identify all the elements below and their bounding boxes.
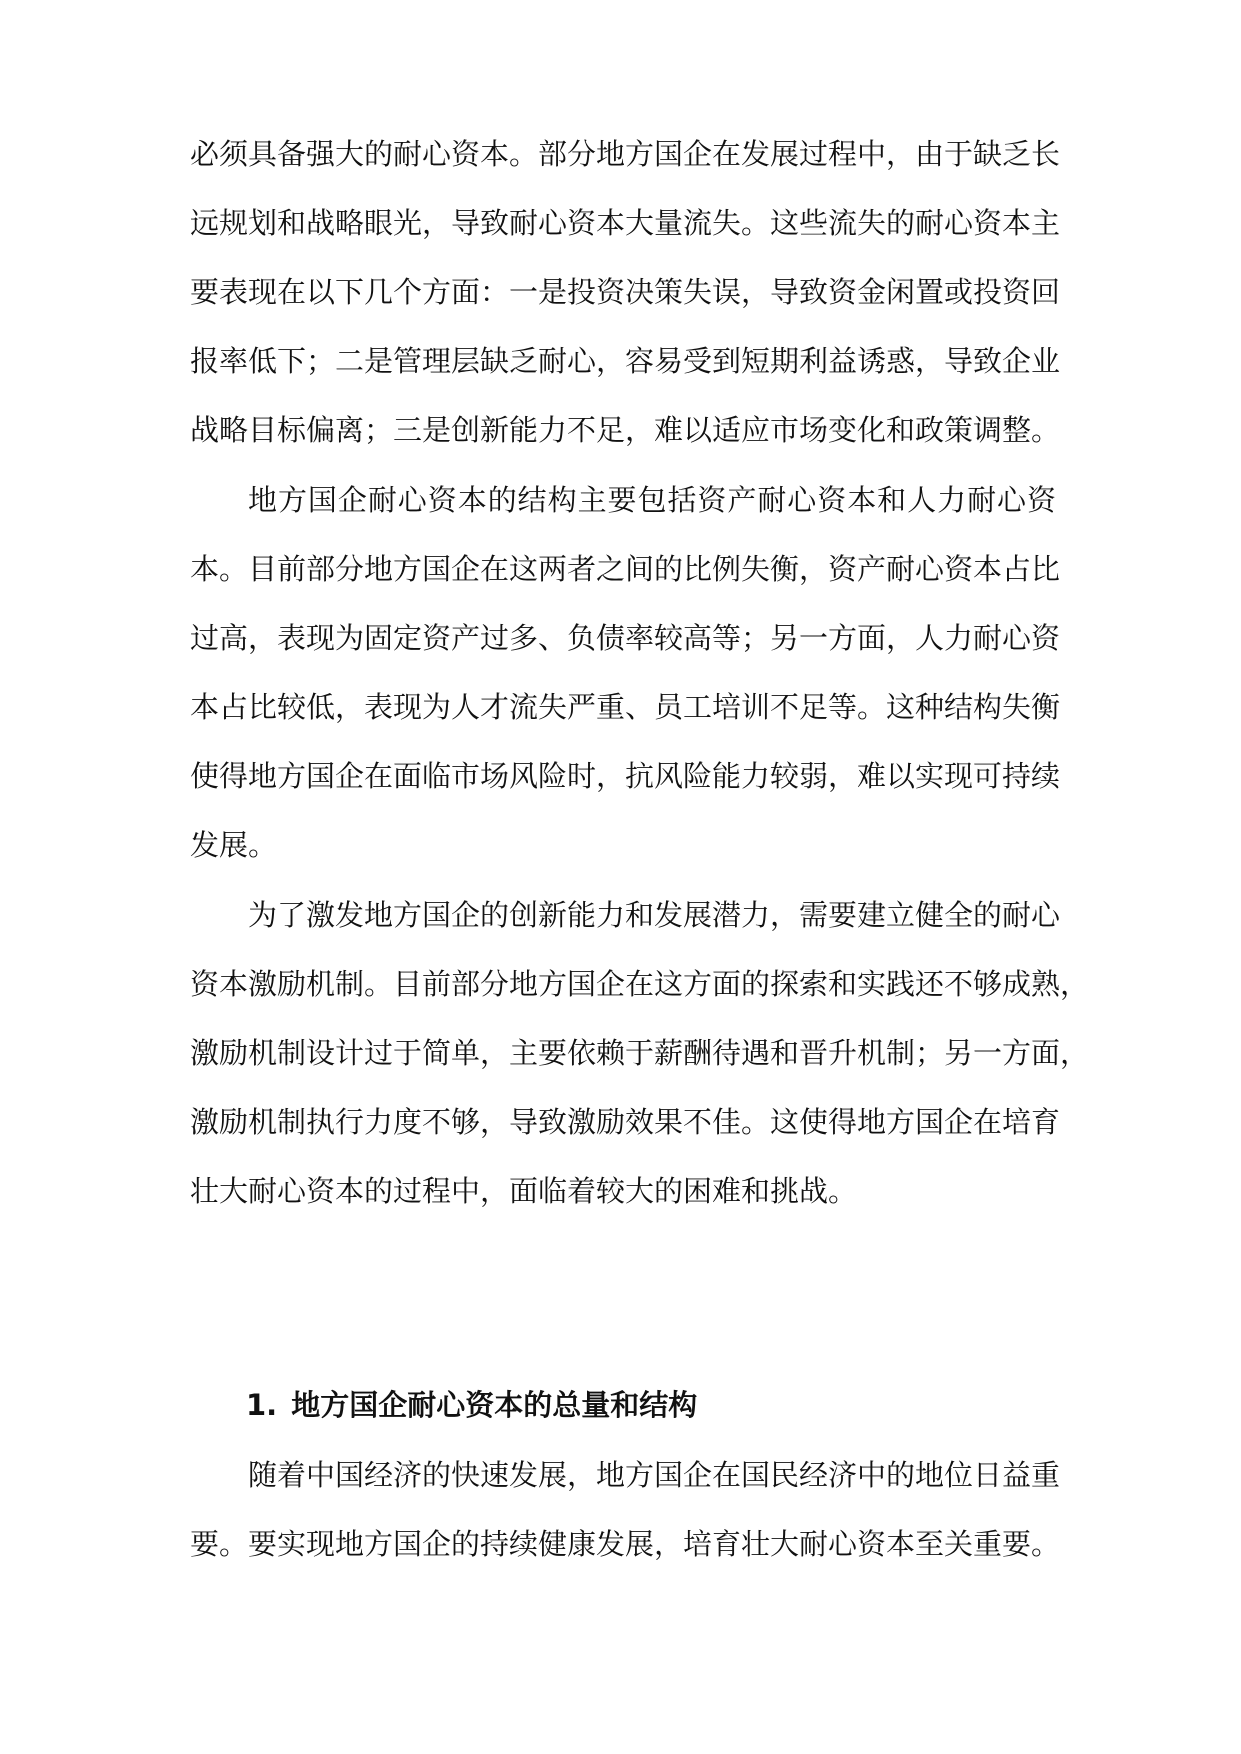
paragraph-1-line-1: 必须具备强大的耐心资本。部分地方国企在发展过程中，由于缺乏长 — [190, 137, 1061, 171]
final-paragraph-line-1: 随着中国经济的快速发展，地方国企在国民经济中的地位日益重 — [248, 1458, 1061, 1492]
paragraph-2-line-3: 过高，表现为固定资产过多、负债率较高等；另一方面，人力耐心资 — [190, 621, 1061, 655]
paragraph-1-line-5: 战略目标偏离；三是创新能力不足，难以适应市场变化和政策调整。 — [190, 413, 1061, 447]
paragraph-1-line-3: 要表现在以下几个方面：一是投资决策失误，导致资金闲置或投资回 — [190, 275, 1061, 309]
paragraph-2-line-4: 本占比较低，表现为人才流失严重、员工培训不足等。这种结构失衡 — [190, 690, 1061, 724]
paragraph-2-line-2: 本。目前部分地方国企在这两者之间的比例失衡，资产耐心资本占比 — [190, 552, 1061, 586]
paragraph-3-line-2: 资本激励机制。目前部分地方国企在这方面的探索和实践还不够成熟， — [190, 967, 1090, 1001]
paragraph-3-line-3: 激励机制设计过于简单，主要依赖于薪酬待遇和晋升机制；另一方面， — [190, 1036, 1090, 1070]
paragraph-2-line-6: 发展。 — [190, 828, 278, 862]
paragraph-1-line-2: 远规划和战略眼光，导致耐心资本大量流失。这些流失的耐心资本主 — [190, 206, 1061, 240]
section-heading — [246, 1385, 697, 1425]
paragraph-1-line-4: 报率低下；二是管理层缺乏耐心，容易受到短期利益诱惑，导致企业 — [190, 344, 1061, 378]
section-heading-text: 地方国企耐心资本的总量和结构 — [291, 1388, 698, 1422]
paragraph-3-line-4: 激励机制执行力度不够，导致激励效果不佳。这使得地方国企在培育 — [190, 1105, 1061, 1139]
paragraph-3-line-1: 为了激发地方国企的创新能力和发展潜力，需要建立健全的耐心 — [248, 898, 1061, 932]
final-paragraph-line-2: 要。要实现地方国企的持续健康发展，培育壮大耐心资本至关重要。 — [190, 1527, 1061, 1561]
paragraph-2-line-5: 使得地方国企在面临市场风险时，抗风险能力较弱，难以实现可持续 — [190, 759, 1061, 793]
section-heading-number: 1. — [246, 1388, 278, 1422]
paragraph-3-line-5: 壮大耐心资本的过程中，面临着较大的困难和挑战。 — [190, 1174, 858, 1208]
paragraph-2-line-1: 地方国企耐心资本的结构主要包括资产耐心资本和人力耐心资 — [248, 483, 1056, 517]
